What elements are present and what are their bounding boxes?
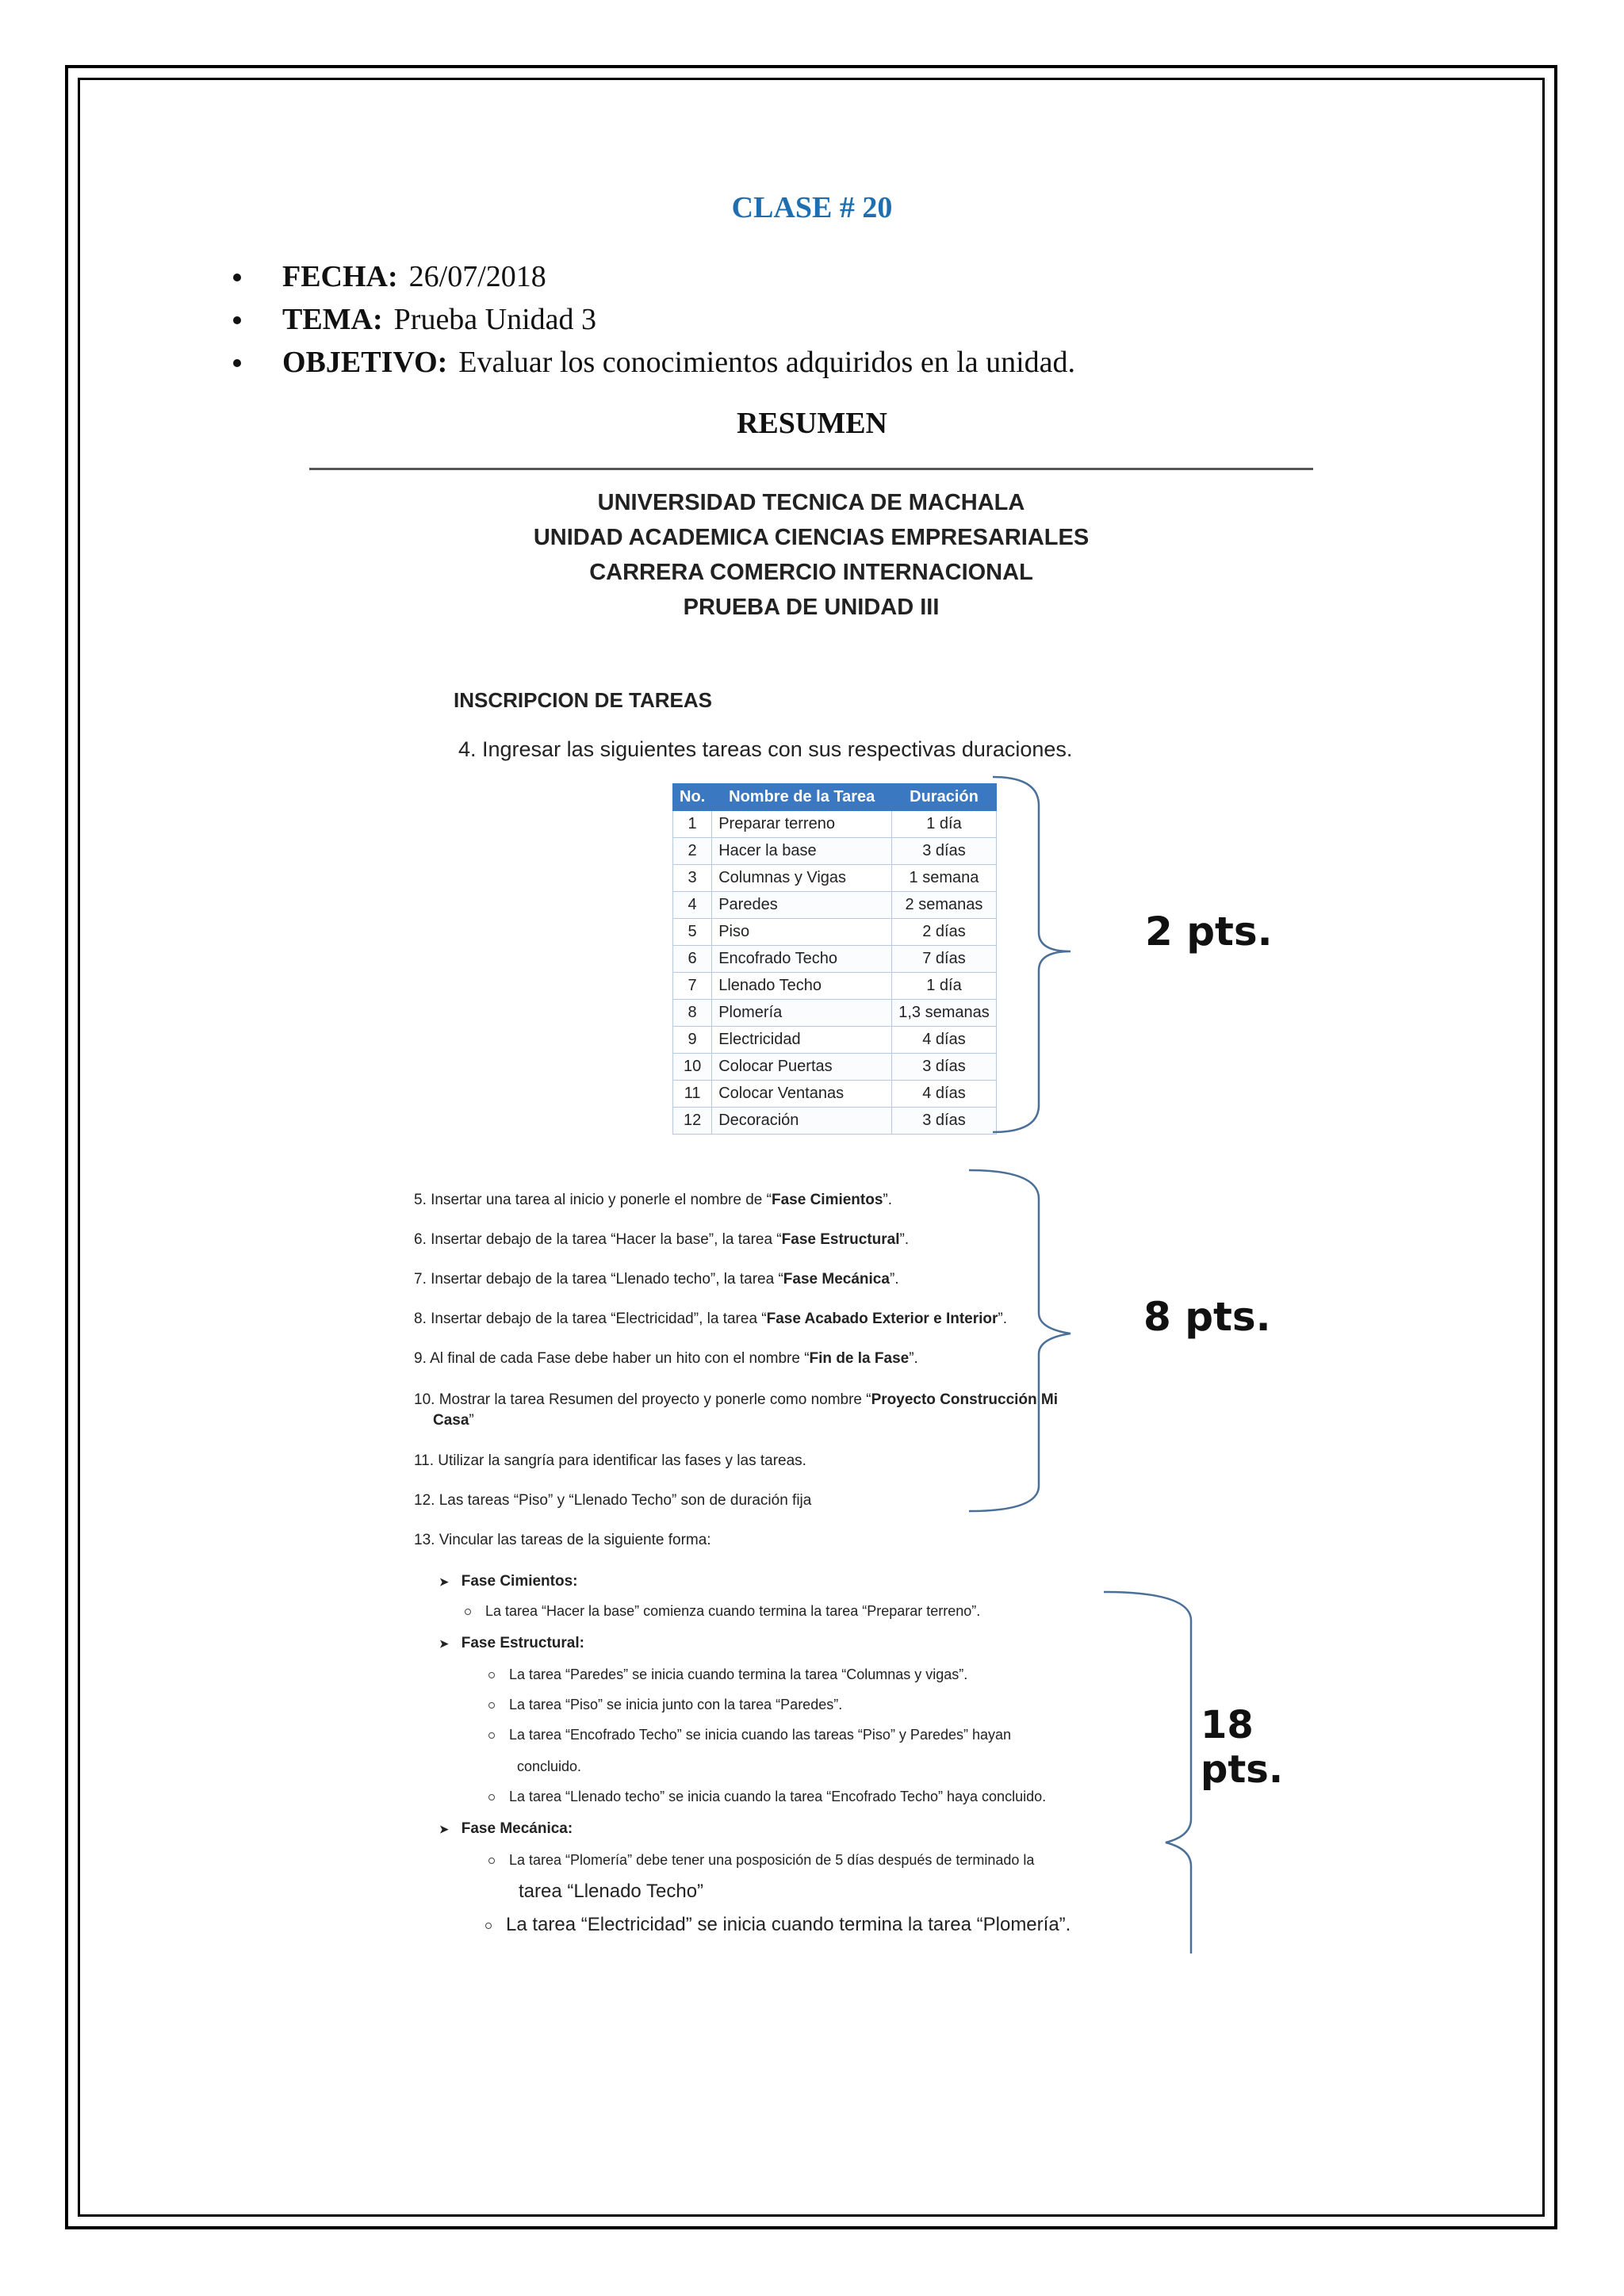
table-row <box>673 1081 997 1108</box>
table-cell-dur: 3 días <box>892 838 997 865</box>
table-cell-name: Llenado Techo <box>712 973 892 1000</box>
table-cell-name: Plomería <box>712 1000 892 1027</box>
table-cell-no: 3 <box>673 865 712 892</box>
item-11: 11. Utilizar la sangría para identificar las fases y las tareas. <box>414 1452 806 1469</box>
table-cell-name: Colocar Puertas <box>712 1054 892 1081</box>
table-cell-name: Hacer la base <box>712 838 892 865</box>
item-9: 9. Al final de cada Fase debe haber un hito con el nombre “Fin de la Fase”. <box>414 1350 918 1367</box>
table-cell-no: 6 <box>673 946 712 973</box>
arrow-bullet-icon: ➤ <box>439 1823 449 1835</box>
table-cell-dur: 2 días <box>892 919 997 946</box>
table-cell-dur: 4 días <box>892 1081 997 1108</box>
table-cell-no: 4 <box>673 892 712 919</box>
table-cell-dur: 1,3 semanas <box>892 1000 997 1027</box>
item-5: 5. Insertar una tarea al inicio y ponerle el nombre de “Fase Cimientos”. <box>414 1192 893 1208</box>
table-cell-name: Paredes <box>712 892 892 919</box>
phase-cimientos: ➤ Fase Cimientos: <box>439 1573 578 1590</box>
table-cell-dur: 1 día <box>892 973 997 1000</box>
section-title: INSCRIPCION DE TAREAS <box>454 688 712 712</box>
item-8: 8. Insertar debajo de la tarea “Electricidad”, la tarea “Fase Acabado Exterior e Interior”. <box>414 1311 1008 1327</box>
table-cell-name: Decoración <box>712 1108 892 1135</box>
phase-sub-item: La tarea “Encofrado Techo” se inicia cuando las tareas “Piso” y Paredes” hayan <box>488 1727 1011 1743</box>
table-cell-dur: 2 semanas <box>892 892 997 919</box>
phase-sub-item: La tarea “Plomería” debe tener una posposición de 5 días después de terminado la <box>488 1852 1034 1869</box>
table-cell-name: Colocar Ventanas <box>712 1081 892 1108</box>
item-7: 7. Insertar debajo de la tarea “Llenado techo”, la tarea “Fase Mecánica”. <box>414 1271 899 1288</box>
circle-bullet-icon <box>488 1858 495 1864</box>
circle-bullet-icon <box>488 1672 495 1678</box>
points-2: 2 pts. <box>1145 909 1273 955</box>
phase-sub-item: La tarea “Llenado techo” se inicia cuando la tarea “Encofrado Techo” haya concluido. <box>488 1789 1046 1805</box>
table-row <box>673 811 997 838</box>
class-info-list <box>227 255 1075 384</box>
table-cell-no: 7 <box>673 973 712 1000</box>
phase-sub-item: La tarea “Piso” se inicia junto con la tarea “Paredes”. <box>488 1697 842 1713</box>
table-cell-dur: 4 días <box>892 1027 997 1054</box>
table-cell-name: Columnas y Vigas <box>712 865 892 892</box>
table-cell-name: Encofrado Techo <box>712 946 892 973</box>
brace-2pts <box>991 774 1102 1138</box>
objective-item: OBJETIVO: Evaluar los conocimientos adquiridos en la unidad. <box>227 341 1075 384</box>
phase-mecanica: ➤ Fase Mecánica: <box>439 1820 573 1837</box>
question-4: 4. Ingresar las siguientes tareas con sus respectivas duraciones. <box>458 737 1073 761</box>
topic-item: TEMA: Prueba Unidad 3 <box>227 298 1075 341</box>
table-row <box>673 1054 997 1081</box>
table-cell-dur: 7 días <box>892 946 997 973</box>
table-cell-no: 9 <box>673 1027 712 1054</box>
date-item: FECHA: 26/07/2018 <box>227 255 1075 298</box>
table-row <box>673 973 997 1000</box>
summary-title: RESUMEN <box>736 407 888 440</box>
table-cell-dur: 3 días <box>892 1054 997 1081</box>
points-8: 8 pts. <box>1143 1294 1271 1340</box>
table-cell-no: 2 <box>673 838 712 865</box>
phase-sub-item: La tarea “Hacer la base” comienza cuando termina la tarea “Preparar terreno”. <box>465 1603 980 1620</box>
table-cell-dur: 1 día <box>892 811 997 838</box>
table-row <box>673 1000 997 1027</box>
circle-bullet-icon <box>465 1609 471 1615</box>
table-cell-no: 1 <box>673 811 712 838</box>
circle-bullet-icon <box>488 1702 495 1709</box>
item-10-cont: Casa” <box>433 1412 474 1429</box>
exam-top-rule <box>309 468 1313 470</box>
phase-sub-item: La tarea “Electricidad” se inicia cuando termina la tarea “Plomería”. <box>485 1914 1071 1936</box>
table-cell-no: 8 <box>673 1000 712 1027</box>
table-row <box>673 838 997 865</box>
table-row <box>673 865 997 892</box>
phase-estructural: ➤ Fase Estructural: <box>439 1635 584 1651</box>
circle-bullet-icon <box>488 1794 495 1800</box>
table-row <box>673 892 997 919</box>
col-name: Nombre de la Tarea <box>712 784 892 811</box>
item-6: 6. Insertar debajo de la tarea “Hacer la base”, la tarea “Fase Estructural”. <box>414 1231 910 1248</box>
circle-bullet-icon <box>485 1923 492 1929</box>
table-cell-dur: 3 días <box>892 1108 997 1135</box>
table-cell-dur: 1 semana <box>892 865 997 892</box>
exam-heading: UNIVERSIDAD TECNICA DE MACHALA UNIDAD ACADEMICA CIENCIAS EMPRESARIALES CARRERA COMERCIO INTERNACIONAL PRUEBA DE UNIDAD III <box>533 490 1090 620</box>
exam-image <box>309 466 1313 1957</box>
arrow-bullet-icon: ➤ <box>439 1575 449 1588</box>
brace-8pts <box>967 1167 1078 1516</box>
table-cell-name: Piso <box>712 919 892 946</box>
table-row <box>673 1027 997 1054</box>
col-duration: Duración <box>892 784 997 811</box>
table-row <box>673 946 997 973</box>
table-cell-no: 11 <box>673 1081 712 1108</box>
phase-sub-item-cont: tarea “Llenado Techo” <box>519 1881 704 1902</box>
table-cell-no: 12 <box>673 1108 712 1135</box>
col-no: No. <box>673 784 712 811</box>
table-cell-name: Preparar terreno <box>712 811 892 838</box>
table-cell-no: 5 <box>673 919 712 946</box>
phase-sub-item: La tarea “Paredes” se inicia cuando termina la tarea “Columnas y vigas”. <box>488 1667 967 1683</box>
points-18: 18 pts. <box>1201 1703 1284 1792</box>
class-title: CLASE # 20 <box>731 191 893 224</box>
tasks-table <box>672 783 997 1135</box>
table-cell-no: 10 <box>673 1054 712 1081</box>
item-12: 12. Las tareas “Piso” y “Llenado Techo” son de duración fija <box>414 1492 812 1509</box>
item-13: 13. Vincular las tareas de la siguiente forma: <box>414 1532 711 1548</box>
item-10: 10. Mostrar la tarea Resumen del proyecto y ponerle como nombre “Proyecto Construcción Mi <box>414 1391 1059 1408</box>
table-row <box>673 1108 997 1135</box>
circle-bullet-icon <box>488 1732 495 1739</box>
brace-18pts <box>1102 1589 1205 1954</box>
table-row <box>673 919 997 946</box>
table-cell-name: Electricidad <box>712 1027 892 1054</box>
arrow-bullet-icon: ➤ <box>439 1637 449 1650</box>
phase-sub-item-cont: concluido. <box>517 1758 582 1774</box>
